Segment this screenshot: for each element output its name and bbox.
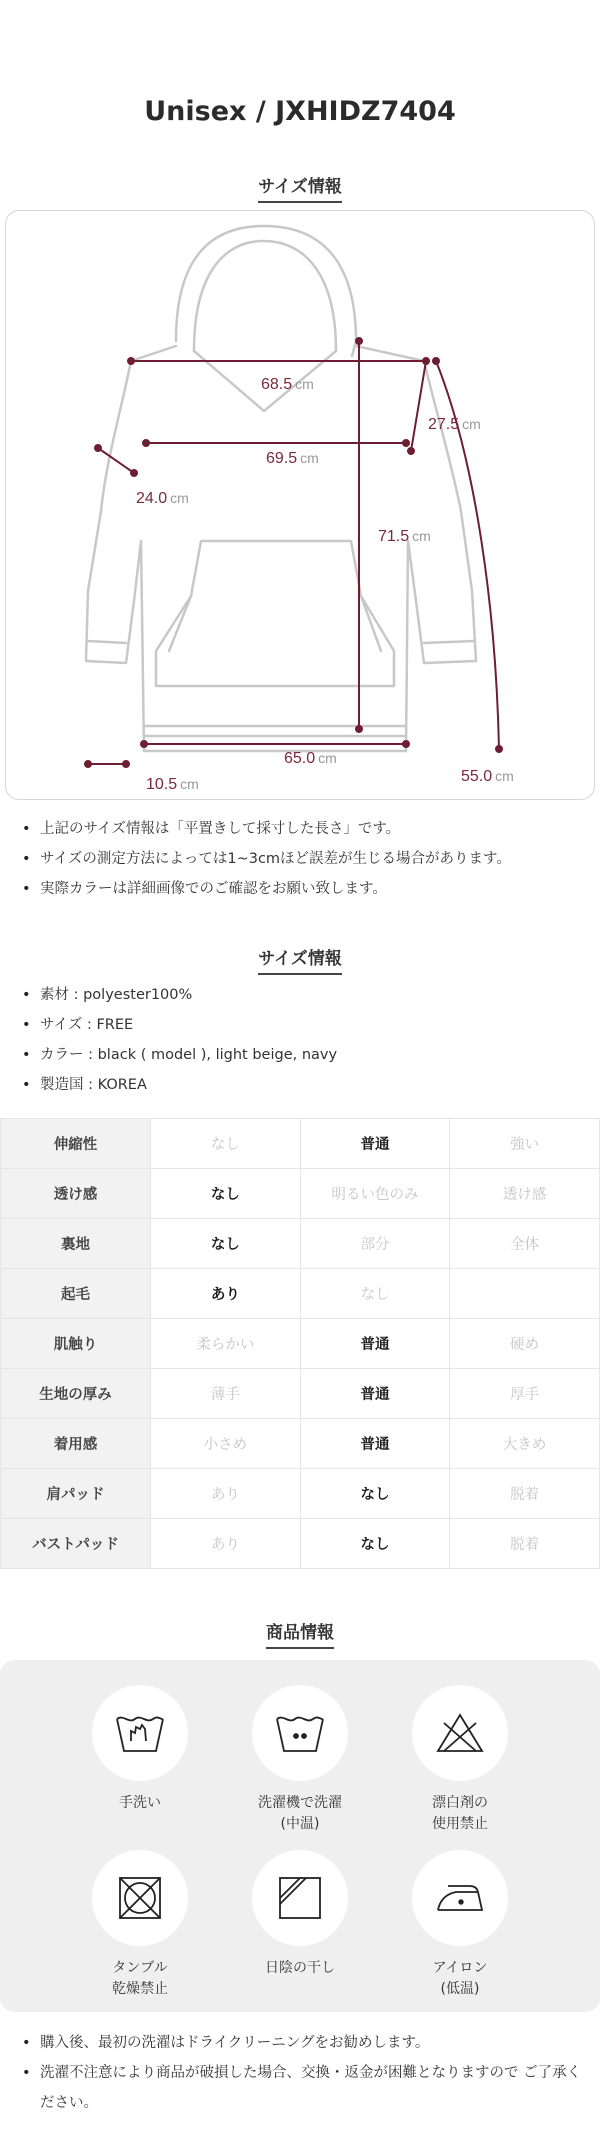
- product-info-heading: [0, 1618, 600, 1649]
- cuff-label: 10.5 cm: [146, 776, 199, 793]
- chest-label: 69.5 cm: [266, 450, 319, 467]
- attribute-name: 透け感: [1, 1169, 151, 1219]
- attribute-option: 強い: [450, 1119, 600, 1169]
- attribute-option: 普通: [300, 1119, 450, 1169]
- machine-wash-icon: [252, 1685, 348, 1781]
- care-panel: [0, 1660, 600, 2012]
- hoodie-diagram-svg: [6, 211, 596, 801]
- care-label: タンブル 乾燥禁止: [112, 1960, 168, 1997]
- attribute-option: 普通: [300, 1319, 450, 1369]
- care-item-hand-wash: [60, 1685, 220, 1814]
- attribute-option: 脱着: [450, 1469, 600, 1519]
- attribute-option: 厚手: [450, 1369, 600, 1419]
- hand-wash-icon: [92, 1685, 188, 1781]
- attribute-option: 全体: [450, 1219, 600, 1269]
- attribute-name: 着用感: [1, 1419, 151, 1469]
- care-item-no-bleach: [380, 1685, 540, 1835]
- attribute-option: 脱着: [450, 1519, 600, 1569]
- attribute-option: なし: [151, 1169, 301, 1219]
- size-diagram: [5, 210, 595, 800]
- attribute-name: バストパッド: [1, 1519, 151, 1569]
- attribute-option: 大きめ: [450, 1419, 600, 1469]
- care-notes: [20, 2028, 590, 2118]
- care-label: 洗濯機で洗濯 (中温): [258, 1795, 342, 1832]
- attribute-row: [1, 1119, 600, 1169]
- size-info-heading-text: サイズ情報: [258, 172, 342, 203]
- size-note: • 上記のサイズ情報は「平置きして採寸した長さ」です。: [20, 814, 590, 844]
- armhole-label: 27.5 cm: [428, 416, 481, 433]
- spec-item: • カラー : black ( model ), light beige, navy: [20, 1040, 590, 1070]
- care-label: 漂白剤の 使用禁止: [432, 1795, 488, 1832]
- care-note: • 購入後、最初の洗濯はドライクリーニングをお勧めします。: [20, 2028, 590, 2058]
- attribute-option: なし: [300, 1519, 450, 1569]
- spec-heading-text: サイズ情報: [258, 944, 342, 975]
- attribute-option: 柔らかい: [151, 1319, 301, 1369]
- length-label: 71.5 cm: [378, 528, 431, 545]
- care-item-machine-wash: [220, 1685, 380, 1835]
- spec-item: • 素材 : polyester100%: [20, 980, 590, 1010]
- attribute-name: 肌触り: [1, 1319, 151, 1369]
- sleeve-length-label: 55.0 cm: [461, 768, 514, 785]
- size-note: • サイズの測定方法によっては1~3cmほど誤差が生じる場合があります。: [20, 844, 590, 874]
- attribute-name: 裏地: [1, 1219, 151, 1269]
- attribute-option: あり: [151, 1269, 301, 1319]
- attribute-name: 生地の厚み: [1, 1369, 151, 1419]
- no-bleach-icon: [412, 1685, 508, 1781]
- size-notes: [20, 814, 590, 904]
- attribute-row: [1, 1219, 600, 1269]
- attribute-row: [1, 1169, 600, 1219]
- attribute-option: あり: [151, 1469, 301, 1519]
- attribute-option: 透け感: [450, 1169, 600, 1219]
- attribute-option: 硬め: [450, 1319, 600, 1369]
- attribute-name: 伸縮性: [1, 1119, 151, 1169]
- product-info-heading-text: 商品情報: [266, 1618, 334, 1649]
- attribute-row: [1, 1469, 600, 1519]
- hoodie-outline: [86, 226, 476, 751]
- spec-heading: [0, 944, 600, 975]
- care-item-iron-low: [380, 1850, 540, 2000]
- attribute-row: [1, 1319, 600, 1369]
- care-item-shade-dry: [220, 1850, 380, 1979]
- care-item-no-tumble-dry: [60, 1850, 220, 2000]
- care-label: 手洗い: [119, 1795, 161, 1811]
- attribute-option: なし: [300, 1269, 450, 1319]
- spec-item: • サイズ : FREE: [20, 1010, 590, 1040]
- hem-label: 65.0 cm: [284, 750, 337, 767]
- attribute-option: なし: [151, 1119, 301, 1169]
- attribute-option: なし: [151, 1219, 301, 1269]
- attribute-name: 肩パッド: [1, 1469, 151, 1519]
- size-info-heading: [0, 172, 600, 203]
- attribute-option: 部分: [300, 1219, 450, 1269]
- attribute-option: [450, 1269, 600, 1319]
- care-label: 日陰の干し: [265, 1960, 335, 1976]
- attribute-row: [1, 1419, 600, 1469]
- attribute-table: [0, 1118, 600, 1569]
- shoulder-label: 68.5 cm: [261, 376, 314, 393]
- care-note: • 洗濯不注意により商品が破損した場合、交換・返金が困難となりますので ご了承ください。: [20, 2058, 590, 2118]
- sleeve-opening-label: 24.0 cm: [136, 490, 189, 507]
- attribute-option: 薄手: [151, 1369, 301, 1419]
- iron-low-icon: [412, 1850, 508, 1946]
- measure-lines: [85, 338, 502, 767]
- care-label: アイロン (低温): [432, 1960, 488, 1997]
- attribute-option: 小さめ: [151, 1419, 301, 1469]
- attribute-option: あり: [151, 1519, 301, 1569]
- attribute-option: なし: [300, 1469, 450, 1519]
- spec-list: [20, 980, 590, 1100]
- attribute-row: [1, 1269, 600, 1319]
- attribute-option: 普通: [300, 1369, 450, 1419]
- attribute-row: [1, 1369, 600, 1419]
- spec-item: • 製造国 : KOREA: [20, 1070, 590, 1100]
- product-title: Unisex / JXHIDZ7404: [144, 96, 456, 127]
- no-tumble-dry-icon: [92, 1850, 188, 1946]
- attribute-option: 普通: [300, 1419, 450, 1469]
- size-note: • 実際カラーは詳細画像でのご確認をお願い致します。: [20, 874, 590, 904]
- shade-dry-icon: [252, 1850, 348, 1946]
- attribute-option: 明るい色のみ: [300, 1169, 450, 1219]
- attribute-name: 起毛: [1, 1269, 151, 1319]
- attribute-row: [1, 1519, 600, 1569]
